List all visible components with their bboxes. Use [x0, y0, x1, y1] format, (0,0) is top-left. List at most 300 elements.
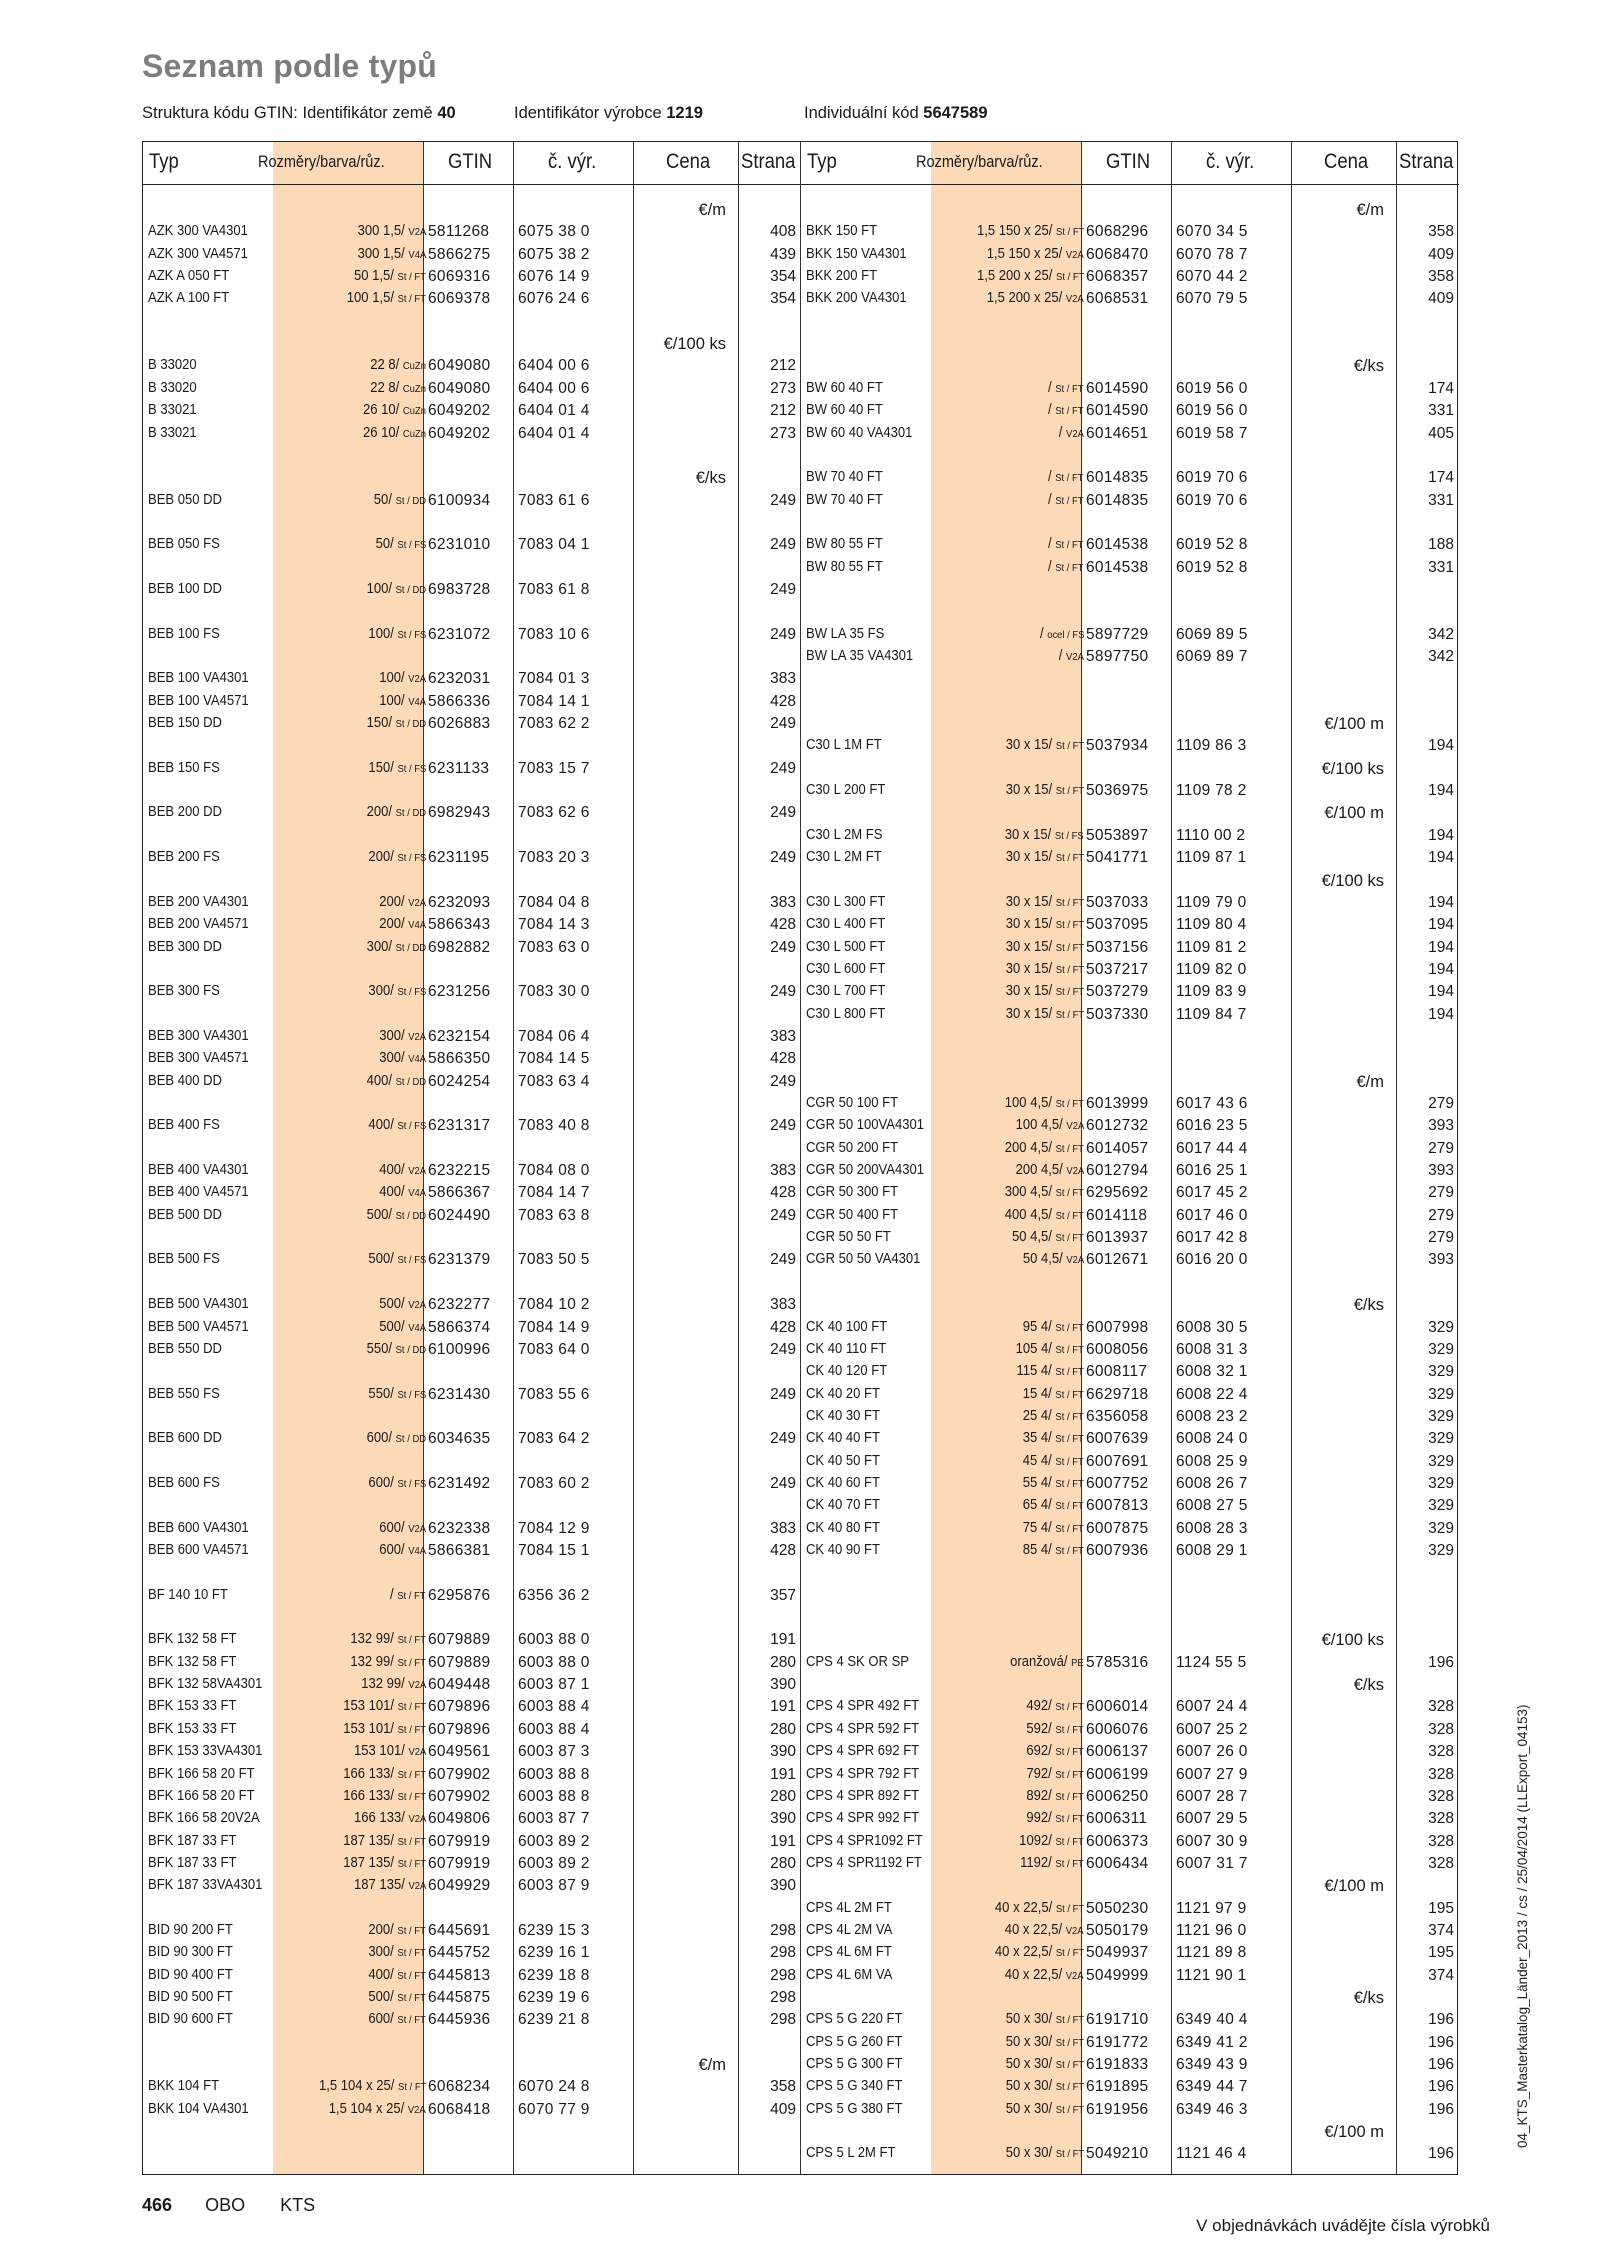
cell-gtin: 6232338	[428, 1519, 491, 1537]
cell-gtin: 5037279	[1086, 983, 1149, 1001]
cell-page: 194	[1428, 826, 1454, 844]
cell-material: St / FT	[397, 1656, 426, 1669]
cell-type: BEB 100 FS	[148, 625, 220, 642]
cell-article: 6007 24 4	[1176, 1698, 1248, 1716]
cell-dims: 22 8/ CuZn	[370, 357, 426, 374]
cell-article: 6069 89 5	[1176, 625, 1248, 643]
cell-page: 328	[1428, 1832, 1454, 1850]
cell-dims: 500/ St / FT	[368, 1989, 426, 2005]
table-row	[143, 1025, 801, 1047]
cell-material: St / FT	[397, 1589, 426, 1602]
cell-type: BFK 166 58 20 FT	[148, 1787, 255, 1804]
cell-type: C30 L 600 FT	[806, 960, 886, 977]
cell-page: 342	[1428, 648, 1454, 665]
cell-page: 195	[1428, 1944, 1454, 1962]
cell-gtin: 6014118	[1086, 1206, 1148, 1224]
cell-type: CK 40 60 FT	[806, 1474, 880, 1491]
cell-page: 354	[770, 290, 796, 308]
table-row	[143, 690, 801, 712]
cell-type: BFK 166 58 20 FT	[148, 1765, 255, 1782]
cell-article: 6239 21 8	[518, 2011, 590, 2029]
cell-material: V2A	[1066, 427, 1084, 440]
cell-article: 6070 77 9	[518, 2100, 590, 2118]
price-unit-row	[801, 869, 1459, 891]
table-row	[801, 556, 1459, 578]
table-row	[801, 1763, 1459, 1785]
cell-article: 1121 90 1	[1176, 1966, 1247, 1984]
cell-page: 249	[770, 1072, 796, 1090]
cell-dims: 600/ St / FT	[368, 2011, 426, 2028]
cell-type: BEB 200 FS	[148, 849, 220, 866]
table-row	[801, 779, 1459, 801]
cell-dims: 100/ V4A	[379, 692, 426, 709]
cell-dims: 492/ St / FT	[1026, 1698, 1084, 1715]
cell-dims: 200/ St / FT	[368, 1921, 426, 1938]
cell-gtin: 5866343	[428, 916, 491, 934]
cell-article: 6003 88 4	[518, 1720, 590, 1738]
cell-dims: 55 4/ St / FT	[1022, 1474, 1084, 1491]
cell-material: St / DD	[395, 1343, 426, 1356]
cell-type: BID 90 600 FT	[148, 2011, 233, 2028]
cell-gtin: 6006250	[1086, 1787, 1149, 1805]
cell-gtin: 6079902	[428, 1765, 491, 1783]
table-row	[801, 1897, 1459, 1919]
table-row	[801, 1830, 1459, 1852]
cell-page: 383	[770, 1027, 796, 1045]
cell-article: 6404 00 6	[518, 379, 590, 397]
cell-dims: 300/ St / FS	[368, 983, 426, 1000]
cell-dims: 300/ St / DD	[366, 938, 426, 955]
cell-gtin: 5036975	[1086, 782, 1149, 800]
cell-type: CPS 5 G 260 FT	[806, 2033, 903, 2050]
cell-gtin: 6191895	[1086, 2078, 1149, 2096]
footer-page-info	[142, 2195, 315, 2216]
cell-dims: 500/ V2A	[379, 1296, 426, 1313]
cell-page: 279	[1428, 1139, 1454, 1157]
table-row	[143, 578, 801, 600]
table-row	[801, 1964, 1459, 1986]
cell-type: BKK 150 VA4301	[806, 245, 907, 262]
cell-gtin: 6013999	[1086, 1095, 1149, 1112]
cell-article: 7084 12 9	[518, 1519, 590, 1537]
cell-article: 6017 44 4	[1176, 1139, 1248, 1157]
table-row	[801, 1539, 1459, 1561]
table-row	[801, 1316, 1459, 1338]
table-row	[143, 1427, 801, 1449]
cell-dims: 75 4/ St / FT	[1022, 1519, 1084, 1536]
table-row	[801, 1494, 1459, 1516]
cell-dims: 600/ V4A	[379, 1542, 426, 1558]
cell-material: St / FT	[1055, 472, 1084, 485]
cell-dims: 153 101/ St / FT	[343, 1720, 426, 1737]
cell-type: CK 40 50 FT	[806, 1452, 880, 1469]
cell-type: BKK 200 FT	[806, 268, 878, 285]
cell-page: 249	[770, 491, 796, 509]
cell-material: St / FT	[1055, 1857, 1084, 1870]
cell-dims: 400/ St / DD	[366, 1072, 426, 1089]
table-row	[801, 1159, 1459, 1181]
cell-gtin: 6231195	[428, 849, 490, 867]
cell-article: 1109 81 2	[1176, 938, 1247, 956]
cell-gtin: 6014590	[1086, 402, 1149, 420]
cell-type: BFK 132 58 FT	[148, 1631, 237, 1648]
cell-article: 6008 27 5	[1176, 1497, 1248, 1515]
cell-material: St / FT	[397, 1768, 426, 1781]
cell-gtin: 6231133	[428, 759, 490, 777]
cell-dims: 40 x 22,5/ V2A	[1005, 1921, 1084, 1938]
cell-gtin: 6034635	[428, 1430, 491, 1448]
cell-page: 196	[1428, 2033, 1454, 2051]
cell-type: BID 90 200 FT	[148, 1921, 233, 1938]
table-row	[143, 1718, 801, 1740]
cell-material: St / FT	[1055, 1187, 1084, 1200]
cell-article: 6070 44 2	[1176, 268, 1248, 286]
cell-dims: 50/ St / FS	[375, 536, 426, 553]
cell-gtin: 6629718	[1086, 1385, 1149, 1403]
cell-dims: oranžová/ PE	[1010, 1653, 1084, 1670]
cell-gtin: 6026883	[428, 715, 491, 733]
cell-type: CPS 5 G 380 FT	[806, 2100, 903, 2117]
cell-page: 329	[1428, 1542, 1454, 1559]
cell-article: 6007 29 5	[1176, 1810, 1248, 1828]
cell-type: BEB 500 VA4571	[148, 1318, 249, 1335]
table-row	[143, 1673, 801, 1695]
cell-gtin: 6079919	[428, 1854, 491, 1872]
table-row	[143, 1181, 801, 1203]
cell-page: 329	[1428, 1474, 1454, 1492]
cell-page: 331	[1428, 491, 1454, 509]
cell-page: 196	[1428, 2011, 1454, 2029]
cell-material: St / FT	[1055, 919, 1084, 932]
cell-page: 390	[770, 1676, 796, 1694]
cell-gtin: 6232215	[428, 1162, 491, 1180]
cell-page: 409	[770, 2100, 796, 2118]
table-header	[143, 142, 801, 185]
cell-type: BID 90 300 FT	[148, 1944, 233, 1961]
price-unit: €/100 ks	[1321, 759, 1384, 778]
cell-material: St / FT	[397, 1723, 426, 1736]
cell-material: St / FT	[397, 1790, 426, 1803]
cell-type: CPS 4L 6M VA	[806, 1966, 893, 1983]
cell-page: 280	[770, 1854, 796, 1872]
cell-material: St / DD	[395, 1075, 426, 1088]
cell-type: CPS 5 L 2M FT	[806, 2145, 896, 2162]
cell-dims: / St / FT	[390, 1586, 426, 1603]
cell-dims: 600/ St / DD	[366, 1430, 426, 1447]
cell-article: 6007 30 9	[1176, 1832, 1248, 1850]
cell-material: CuZn	[402, 405, 426, 418]
cell-type: CPS 4 SPR 692 FT	[806, 1743, 920, 1760]
cell-material: St / FT	[1055, 1232, 1084, 1245]
cell-gtin: 6191772	[1086, 2033, 1149, 2051]
cell-page: 331	[1428, 558, 1454, 576]
table-row	[143, 1919, 801, 1941]
cell-dims: 100/ St / DD	[366, 580, 426, 597]
cell-page: 249	[770, 1474, 796, 1492]
cell-material: St / FT	[1055, 1545, 1084, 1557]
table-row	[143, 1248, 801, 1270]
cell-article: 6003 87 1	[518, 1676, 590, 1694]
cell-page: 212	[770, 357, 796, 375]
cell-type: CK 40 120 FT	[806, 1363, 888, 1380]
cell-article: 1121 46 4	[1176, 2145, 1247, 2163]
cell-article: 6076 24 6	[518, 290, 590, 308]
cell-page: 249	[770, 938, 796, 956]
cell-type: BEB 200 DD	[148, 804, 222, 821]
table-row	[801, 2008, 1459, 2030]
cell-gtin: 6191710	[1086, 2011, 1149, 2029]
cell-page: 196	[1428, 2056, 1454, 2074]
table-row	[801, 1785, 1459, 1807]
cell-page: 194	[1428, 737, 1454, 755]
table-row	[143, 2075, 801, 2097]
cell-material: St / FT	[397, 1992, 426, 2004]
cell-material: St / FT	[397, 2081, 426, 2094]
cell-gtin: 6006137	[1086, 1743, 1149, 1761]
cell-dims: 200 4,5/ V2A	[1015, 1162, 1084, 1179]
cell-gtin: 5037330	[1086, 1005, 1149, 1023]
cell-gtin: 6295692	[1086, 1184, 1149, 1202]
cell-type: BKK 200 VA4301	[806, 290, 907, 307]
cell-dims: 892/ St / FT	[1026, 1787, 1084, 1804]
header-price: Cena	[1324, 150, 1369, 173]
cell-material: St / FS	[397, 762, 426, 775]
cell-article: 7084 04 8	[518, 893, 590, 911]
cell-material: V2A	[408, 673, 426, 686]
cell-type: BW 60 40 FT	[806, 379, 883, 396]
cell-dims: 30 x 15/ St / FT	[1005, 983, 1084, 1000]
cell-type: CPS 4 SPR 792 FT	[806, 1765, 920, 1782]
cell-type: BEB 600 FS	[148, 1474, 220, 1491]
cell-type: AZK 300 VA4301	[148, 223, 248, 240]
cell-material: St / FT	[1055, 1388, 1084, 1401]
cell-material: St / FT	[397, 1835, 426, 1848]
cell-gtin: 6445691	[428, 1921, 491, 1939]
cell-dims: 166 133/ St / FT	[343, 1787, 426, 1804]
header-page: Strana	[1399, 150, 1454, 173]
cell-dims: 400/ V4A	[379, 1184, 426, 1201]
price-unit-row	[801, 757, 1459, 779]
cell-article: 6239 18 8	[518, 1966, 590, 1984]
cell-article: 7083 60 2	[518, 1474, 590, 1492]
cell-gtin: 6008117	[1086, 1363, 1148, 1381]
cell-page: 428	[770, 1542, 796, 1559]
cell-type: B 33021	[148, 424, 197, 441]
cell-dims: 187 135/ St / FT	[343, 1832, 426, 1849]
cell-article: 1109 84 7	[1176, 1005, 1247, 1023]
cell-dims: 300 4,5/ St / FT	[1004, 1184, 1084, 1201]
cell-dims: 166 133/ St / FT	[343, 1765, 426, 1782]
table-row	[801, 2031, 1459, 2053]
cell-article: 6008 28 3	[1176, 1519, 1248, 1537]
cell-gtin: 6006199	[1086, 1765, 1149, 1783]
cell-dims: 50 x 30/ St / FT	[1005, 2011, 1084, 2028]
cell-article: 7083 62 6	[518, 804, 590, 822]
cell-material: St / DD	[395, 1209, 426, 1222]
cell-dims: 50 4,5/ St / FT	[1012, 1229, 1084, 1246]
cell-gtin: 5037934	[1086, 737, 1149, 755]
cell-gtin: 6006434	[1086, 1854, 1149, 1872]
cell-dims: / St / FT	[1048, 558, 1084, 575]
cell-type: CK 40 100 FT	[806, 1318, 888, 1335]
cell-type: BEB 300 FS	[148, 983, 220, 1000]
cell-material: St / FT	[1055, 1790, 1084, 1803]
cell-material: V2A	[408, 1880, 426, 1893]
cell-material: St / FT	[1055, 405, 1084, 418]
cell-article: 7083 63 0	[518, 938, 590, 956]
cell-gtin: 5050230	[1086, 1899, 1149, 1917]
cell-article: 6007 31 7	[1176, 1854, 1248, 1872]
cell-page: 191	[770, 1631, 796, 1649]
table-row	[801, 1226, 1459, 1248]
cell-type: BFK 187 33 FT	[148, 1854, 237, 1871]
price-unit-row	[143, 332, 801, 354]
price-unit-row	[801, 1628, 1459, 1650]
cell-gtin: 6068531	[1086, 290, 1149, 308]
cell-material: St / FT	[397, 1857, 426, 1870]
cell-gtin: 6069316	[428, 268, 491, 286]
cell-page: 298	[770, 1921, 796, 1939]
cell-page: 329	[1428, 1519, 1454, 1537]
cell-material: V4A	[408, 248, 426, 261]
cell-dims: 22 8/ CuZn	[370, 379, 426, 396]
cell-page: 329	[1428, 1407, 1454, 1425]
table-row	[143, 1338, 801, 1360]
cell-page: 194	[1428, 916, 1454, 934]
cell-material: V4A	[408, 1321, 426, 1334]
cell-type: BFK 187 33 FT	[148, 1832, 237, 1849]
cell-gtin: 6024490	[428, 1206, 491, 1224]
price-unit: €/m	[1356, 1072, 1384, 1091]
cell-type: CPS 4 SK OR SP	[806, 1653, 909, 1670]
table-row	[801, 1181, 1459, 1203]
table-row	[801, 1807, 1459, 1829]
cell-page: 328	[1428, 1698, 1454, 1716]
cell-dims: 95 4/ St / FT	[1022, 1318, 1084, 1335]
table-row	[143, 377, 801, 399]
cell-type: AZK 300 VA4571	[148, 245, 248, 262]
price-unit: €/ks	[1353, 1296, 1384, 1315]
table-row	[801, 958, 1459, 980]
table-row	[801, 824, 1459, 846]
cell-dims: 200/ St / FS	[368, 849, 426, 866]
cell-gtin: 6232093	[428, 893, 491, 911]
cell-article: 7083 40 8	[518, 1117, 590, 1135]
table-row	[143, 1807, 801, 1829]
cell-page: 439	[770, 245, 796, 263]
cell-material: St / FT	[1055, 1947, 1084, 1960]
cell-article: 6075 38 2	[518, 245, 590, 263]
cell-gtin: 6049202	[428, 424, 491, 442]
cell-page: 249	[770, 1206, 796, 1224]
cell-material: St / FT	[1055, 2036, 1084, 2049]
price-unit: €/100 m	[1324, 715, 1384, 734]
price-unit: €/100 m	[1324, 804, 1384, 823]
cell-gtin: 6012732	[1086, 1117, 1149, 1135]
cell-dims: 550/ St / DD	[366, 1340, 426, 1357]
cell-page: 328	[1428, 1743, 1454, 1761]
table-row	[143, 712, 801, 734]
cell-type: BID 90 400 FT	[148, 1966, 233, 1983]
cell-type: BEB 150 FS	[148, 759, 220, 776]
cell-type: B 33020	[148, 357, 197, 374]
cell-type: BW 70 40 FT	[806, 469, 883, 486]
cell-dims: 153 101/ V2A	[353, 1743, 426, 1760]
cell-gtin: 6024254	[428, 1072, 491, 1090]
cell-page: 383	[770, 1296, 796, 1314]
table-row	[143, 1517, 801, 1539]
cell-page: 390	[770, 1877, 796, 1895]
cell-material: V2A	[1066, 1120, 1084, 1133]
table-row	[801, 533, 1459, 555]
table-row	[143, 757, 801, 779]
cell-gtin: 6068296	[1086, 223, 1149, 241]
table-row	[801, 2098, 1459, 2120]
cell-type: CPS 4L 2M VA	[806, 1921, 893, 1938]
maker-id: Identifikátor výrobce 1219	[514, 104, 703, 122]
cell-dims: 100 1,5/ St / FT	[346, 290, 426, 307]
cell-type: CGR 50 50 FT	[806, 1229, 891, 1246]
cell-article: 7084 14 5	[518, 1050, 590, 1068]
cell-dims: 992/ St / FT	[1026, 1810, 1084, 1827]
cell-gtin: 5866374	[428, 1318, 491, 1336]
cell-page: 409	[1428, 290, 1454, 308]
cell-article: 6349 44 7	[1176, 2078, 1248, 2096]
cell-gtin: 6079896	[428, 1698, 491, 1716]
price-unit-row	[801, 1293, 1459, 1315]
cell-dims: 1192/ St / FT	[1020, 1854, 1084, 1871]
cell-gtin: 6079919	[428, 1832, 491, 1850]
cell-material: St / DD	[395, 941, 426, 954]
cell-material: V2A	[1066, 293, 1084, 306]
cell-article: 1109 79 0	[1176, 893, 1247, 911]
cell-dims: 50 x 30/ St / FT	[1005, 2145, 1084, 2162]
cell-material: V2A	[408, 1746, 426, 1759]
table-row	[801, 936, 1459, 958]
cell-type: B 33021	[148, 402, 197, 419]
cell-gtin: 5897729	[1086, 625, 1149, 643]
cell-type: BFK 153 33VA4301	[148, 1743, 263, 1760]
table-row	[143, 220, 801, 242]
cell-material: St / FT	[1055, 561, 1084, 574]
cell-gtin: 6014057	[1086, 1139, 1149, 1157]
item-code-value: 5647589	[923, 104, 988, 122]
cell-type: B 33020	[148, 379, 197, 396]
cell-gtin: 6445752	[428, 1944, 491, 1962]
cell-material: St / DD	[395, 1433, 426, 1446]
cell-article: 1121 89 8	[1176, 1944, 1247, 1962]
cell-page: 196	[1428, 2100, 1454, 2118]
cell-page: 196	[1428, 2078, 1454, 2096]
cell-type: CGR 50 200VA4301	[806, 1162, 925, 1179]
cell-article: 6404 00 6	[518, 357, 590, 375]
cell-article: 6003 87 3	[518, 1743, 590, 1761]
header-price: Cena	[666, 150, 711, 173]
cell-dims: 100 4,5/ St / FT	[1004, 1095, 1084, 1111]
cell-type: CPS 5 G 340 FT	[806, 2078, 903, 2095]
cell-gtin: 6982943	[428, 804, 491, 822]
cell-type: BEB 050 DD	[148, 491, 222, 508]
cell-gtin: 6231072	[428, 625, 491, 643]
cell-gtin: 5866350	[428, 1050, 491, 1068]
table-row	[801, 734, 1459, 756]
section-label: KTS	[280, 2195, 316, 2215]
cell-page: 194	[1428, 960, 1454, 978]
cell-page: 383	[770, 1162, 796, 1180]
catalog-export-label: 04_KTS_Masterkatalog_Länder_2013 / cs / 25/04/2014 (LLExport_04153)	[1515, 1704, 1530, 2148]
cell-material: St / FT	[1055, 1477, 1084, 1490]
cell-article: 7083 63 8	[518, 1206, 590, 1224]
